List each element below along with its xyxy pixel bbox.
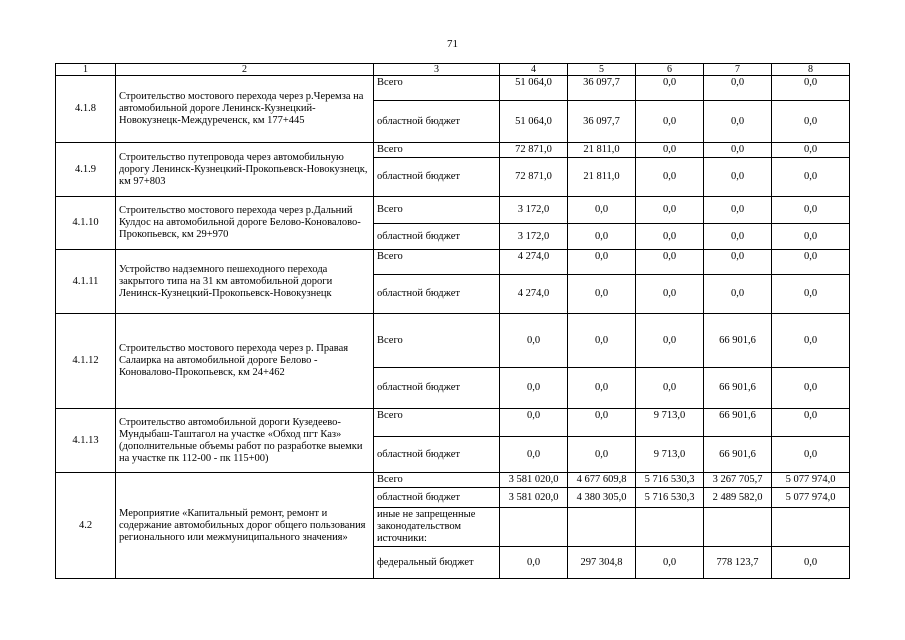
amount-cell: 0,0: [636, 250, 704, 275]
item-description: Строительство мостового перехода через р. Правая Салаирка на автомобильной дороге Белово - Коновалово-Прокопьевск, км 24+462: [116, 314, 374, 409]
table-row: [56, 473, 850, 488]
amount-cell: 0,0: [636, 275, 704, 314]
amount-cell: 66 901,6: [704, 314, 772, 368]
amount-cell: 0,0: [772, 547, 850, 579]
amount-cell: 297 304,8: [568, 547, 636, 579]
column-header: 2: [116, 64, 374, 76]
amount-cell: 0,0: [772, 250, 850, 275]
amount-cell: 0,0: [568, 368, 636, 409]
funding-source: Всего: [374, 409, 500, 437]
amount-cell: 0,0: [636, 101, 704, 143]
amount-cell: 3 172,0: [500, 197, 568, 224]
amount-cell: [772, 508, 850, 547]
amount-cell: 0,0: [500, 547, 568, 579]
amount-cell: 0,0: [636, 314, 704, 368]
amount-cell: 3 172,0: [500, 224, 568, 250]
column-header: 8: [772, 64, 850, 76]
funding-source: областной бюджет: [374, 224, 500, 250]
funding-source: Всего: [374, 250, 500, 275]
amount-cell: 72 871,0: [500, 143, 568, 158]
table-row: [56, 76, 850, 101]
funding-source: Всего: [374, 76, 500, 101]
item-description: Устройство надземного пешеходного перехода закрытого типа на 31 км автомобильной дороги Ленинск-Кузнецкий-Прокопьевск-Новокузнецк: [116, 250, 374, 314]
table-row: [56, 409, 850, 437]
amount-cell: 0,0: [500, 314, 568, 368]
amount-cell: 51 064,0: [500, 76, 568, 101]
item-description: Строительство мостового перехода через р.Черемза на автомобильной дороге Ленинск-Кузнецкий-Новокузнецк-Междуреченск, км 177+445: [116, 76, 374, 143]
amount-cell: 2 489 582,0: [704, 488, 772, 508]
amount-cell: 5 716 530,3: [636, 473, 704, 488]
amount-cell: 0,0: [568, 224, 636, 250]
amount-cell: 9 713,0: [636, 409, 704, 437]
amount-cell: 0,0: [500, 368, 568, 409]
amount-cell: 0,0: [704, 250, 772, 275]
item-description: Мероприятие «Капитальный ремонт, ремонт и содержание автомобильных дорог общего пользования регионального или межмуниципального значения»: [116, 473, 374, 579]
amount-cell: 72 871,0: [500, 158, 568, 197]
amount-cell: 0,0: [772, 409, 850, 437]
amount-cell: [568, 508, 636, 547]
amount-cell: 0,0: [568, 197, 636, 224]
amount-cell: [500, 508, 568, 547]
amount-cell: 0,0: [772, 224, 850, 250]
table-row: [56, 197, 850, 224]
item-code: 4.1.9: [56, 143, 116, 197]
amount-cell: 4 677 609,8: [568, 473, 636, 488]
amount-cell: 0,0: [772, 197, 850, 224]
amount-cell: 3 581 020,0: [500, 473, 568, 488]
amount-cell: 21 811,0: [568, 143, 636, 158]
amount-cell: 0,0: [704, 101, 772, 143]
amount-cell: 0,0: [772, 76, 850, 101]
amount-cell: 778 123,7: [704, 547, 772, 579]
amount-cell: 0,0: [568, 250, 636, 275]
amount-cell: 4 380 305,0: [568, 488, 636, 508]
item-description: Строительство мостового перехода через р.Дальний Кулдос на автомобильной дороге Белово-Коновалово-Прокопьевск, км 29+970: [116, 197, 374, 250]
amount-cell: 4 274,0: [500, 250, 568, 275]
amount-cell: 0,0: [772, 368, 850, 409]
amount-cell: 5 077 974,0: [772, 488, 850, 508]
funding-source: иные не запрещенные законодательством источники:: [374, 508, 500, 547]
amount-cell: 0,0: [568, 314, 636, 368]
column-header: 7: [704, 64, 772, 76]
amount-cell: [636, 508, 704, 547]
column-header: 6: [636, 64, 704, 76]
column-header: 3: [374, 64, 500, 76]
amount-cell: 0,0: [636, 143, 704, 158]
funding-table: [55, 63, 850, 579]
amount-cell: 3 267 705,7: [704, 473, 772, 488]
amount-cell: 0,0: [704, 224, 772, 250]
table-row: [56, 250, 850, 275]
funding-source: областной бюджет: [374, 158, 500, 197]
amount-cell: 0,0: [636, 76, 704, 101]
amount-cell: 0,0: [772, 158, 850, 197]
amount-cell: 66 901,6: [704, 409, 772, 437]
item-code: 4.1.8: [56, 76, 116, 143]
amount-cell: 5 716 530,3: [636, 488, 704, 508]
amount-cell: 0,0: [500, 437, 568, 473]
amount-cell: 0,0: [704, 76, 772, 101]
amount-cell: 36 097,7: [568, 76, 636, 101]
amount-cell: 0,0: [704, 158, 772, 197]
header-row: [56, 64, 850, 76]
funding-source: Всего: [374, 143, 500, 158]
amount-cell: 0,0: [704, 197, 772, 224]
item-code: 4.1.10: [56, 197, 116, 250]
amount-cell: 66 901,6: [704, 368, 772, 409]
amount-cell: 0,0: [772, 314, 850, 368]
page-number: 71: [447, 38, 458, 50]
amount-cell: 0,0: [772, 437, 850, 473]
funding-source: областной бюджет: [374, 488, 500, 508]
amount-cell: 4 274,0: [500, 275, 568, 314]
amount-cell: 0,0: [772, 275, 850, 314]
funding-source: Всего: [374, 314, 500, 368]
funding-source: Всего: [374, 473, 500, 488]
funding-source: областной бюджет: [374, 437, 500, 473]
amount-cell: 0,0: [636, 547, 704, 579]
item-code: 4.1.12: [56, 314, 116, 409]
item-code: 4.1.11: [56, 250, 116, 314]
amount-cell: 51 064,0: [500, 101, 568, 143]
table-row: [56, 314, 850, 368]
amount-cell: 0,0: [636, 158, 704, 197]
amount-cell: 0,0: [568, 437, 636, 473]
funding-source: областной бюджет: [374, 101, 500, 143]
funding-source: областной бюджет: [374, 368, 500, 409]
amount-cell: 21 811,0: [568, 158, 636, 197]
amount-cell: 5 077 974,0: [772, 473, 850, 488]
funding-source: областной бюджет: [374, 275, 500, 314]
item-code: 4.1.13: [56, 409, 116, 473]
amount-cell: 0,0: [636, 197, 704, 224]
amount-cell: 0,0: [772, 143, 850, 158]
amount-cell: 66 901,6: [704, 437, 772, 473]
amount-cell: 9 713,0: [636, 437, 704, 473]
item-code: 4.2: [56, 473, 116, 579]
amount-cell: 0,0: [772, 101, 850, 143]
column-header: 5: [568, 64, 636, 76]
amount-cell: 0,0: [704, 275, 772, 314]
amount-cell: 0,0: [500, 409, 568, 437]
table-row: [56, 143, 850, 158]
amount-cell: 0,0: [636, 368, 704, 409]
column-header: 1: [56, 64, 116, 76]
amount-cell: 3 581 020,0: [500, 488, 568, 508]
amount-cell: 0,0: [568, 275, 636, 314]
amount-cell: 36 097,7: [568, 101, 636, 143]
amount-cell: 0,0: [568, 409, 636, 437]
amount-cell: 0,0: [704, 143, 772, 158]
amount-cell: [704, 508, 772, 547]
column-header: 4: [500, 64, 568, 76]
item-description: Строительство путепровода через автомобильную дорогу Ленинск-Кузнецкий-Прокопьевск-Новокузнецк, км 97+803: [116, 143, 374, 197]
funding-source: федеральный бюджет: [374, 547, 500, 579]
funding-source: Всего: [374, 197, 500, 224]
item-description: Строительство автомобильной дороги Кузедеево-Мундыбаш-Таштагол на участке «Обход пгт Каз» (дополнительные объемы работ по разработке выемки на участке пк 112-00 - пк 115+00): [116, 409, 374, 473]
amount-cell: 0,0: [636, 224, 704, 250]
